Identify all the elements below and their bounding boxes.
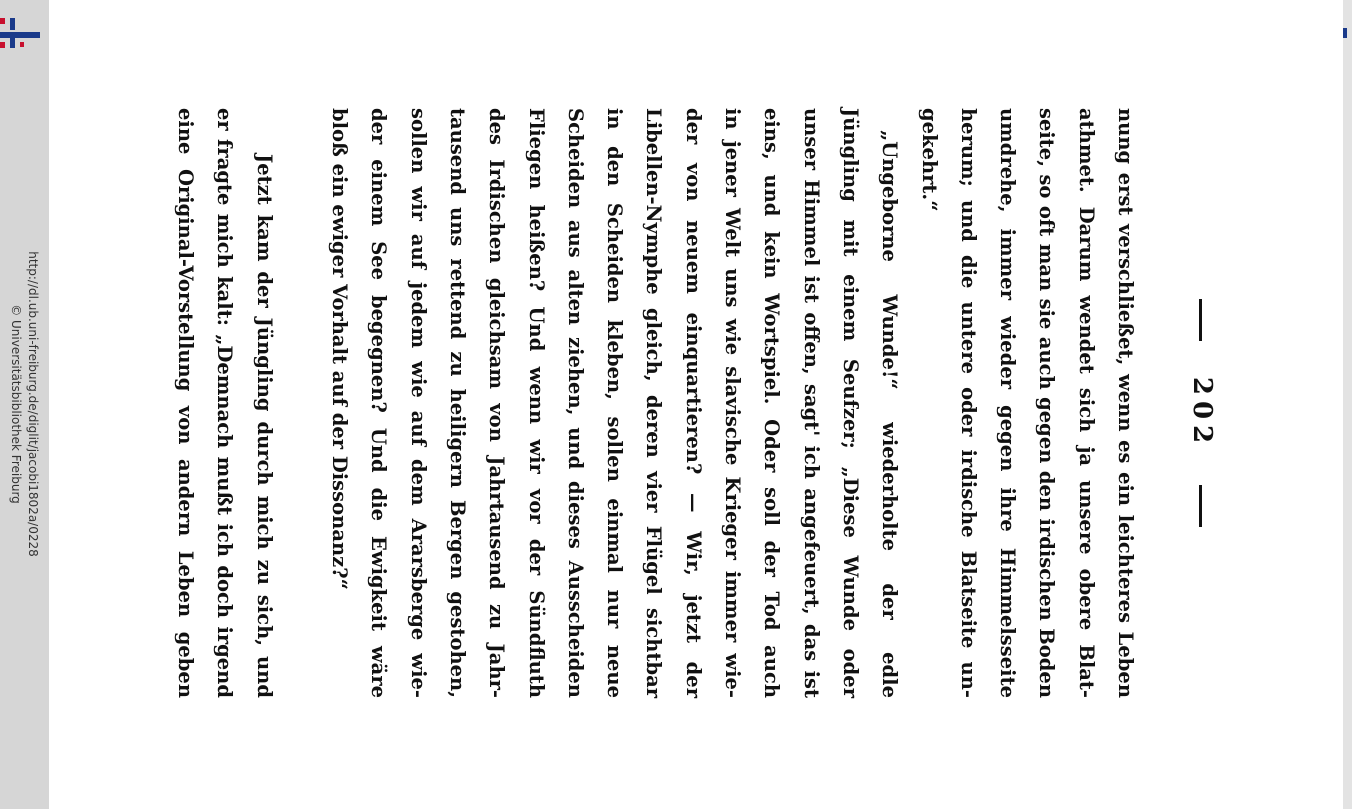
text-line: bloß ein ewiger Vorhalt auf der Dissonanz?“ xyxy=(328,108,352,590)
library-logo-icon xyxy=(0,18,44,52)
scroll-marker xyxy=(1343,28,1347,38)
text-line: Jüngling mit einem Seufzer; „Diese Wunde oder xyxy=(838,108,862,698)
page-number: 202 xyxy=(1187,68,1217,758)
text-line: umdrehe, immer wieder gegen ihre Himmelsseite xyxy=(996,108,1020,698)
credit-owner: © Universitätsbibliothek Freiburg xyxy=(9,304,23,504)
viewer-scroll-edge[interactable] xyxy=(1343,0,1352,809)
text-line: des Irdischen gleichsam von Jahrtausend zu Jahr- xyxy=(485,108,509,698)
text-line: Fliegen heißen? Und wenn wir vor der Sündfluth xyxy=(524,108,548,698)
text-line: er fragte mich kalt: „Demnach mußt ich doch irgend xyxy=(213,108,237,698)
text-line: in jener Welt uns wie slavische Krieger immer wie- xyxy=(721,108,745,698)
text-line: nung erst verschließet, wenn es ein leichteres Leben xyxy=(1114,108,1137,698)
text-line: in den Scheiden kleben, sollen einmal nur neue xyxy=(603,108,627,698)
text-line: Scheiden aus alten ziehen, und dieses Ausscheiden xyxy=(563,108,587,698)
text-line: eine Original-Vorstellung von andern Leben geben xyxy=(174,108,198,698)
paragraph-gap xyxy=(284,108,320,698)
text-line: sollen wir auf jedem wie auf dem Ararsberge wie- xyxy=(406,108,430,698)
page-number-dash-right xyxy=(1200,485,1203,527)
text-line: tausend uns rettend zu heiligern Bergen gestohen, xyxy=(445,108,469,698)
text-line: Jetzt kam der Jüngling durch mich zu sich, und xyxy=(252,154,276,698)
page-number-dash-left xyxy=(1200,299,1203,341)
text-line: athmet. Darum wendet sich ja unsere obere Blat- xyxy=(1074,108,1098,698)
viewer-sidebar xyxy=(0,0,49,809)
text-line: gekehrt.“ xyxy=(917,108,941,212)
text-line: seite, so oft man sie auch gegen den irdischen Boden xyxy=(1035,108,1059,698)
page-content xyxy=(174,68,1245,758)
text-line: eins, und kein Wortspiel. Oder soll der Tod auch xyxy=(760,108,784,698)
text-line: unser Himmel ist offen, sagt' ich angefeuert, das ist xyxy=(799,108,823,698)
credit-url[interactable]: http://dl.ub.uni-freiburg.de/diglit/jacobi1802a/0228 xyxy=(26,251,40,557)
text-line: der von neuem einquartieren? — Wir, jetzt der xyxy=(681,108,705,698)
text-line: „Ungeborne Wunde!“ wiederholte der edle xyxy=(878,130,902,698)
scanned-page xyxy=(174,68,1245,758)
text-line: der einem See begegnen? Und die Ewigkeit wäre xyxy=(367,108,391,698)
text-line: Libellen-Nymphe gleich, deren vier Flügel sichtbar xyxy=(642,108,666,698)
text-line: herum; und die untere oder irdische Blatseite un- xyxy=(956,108,980,698)
body-text xyxy=(166,108,1145,698)
